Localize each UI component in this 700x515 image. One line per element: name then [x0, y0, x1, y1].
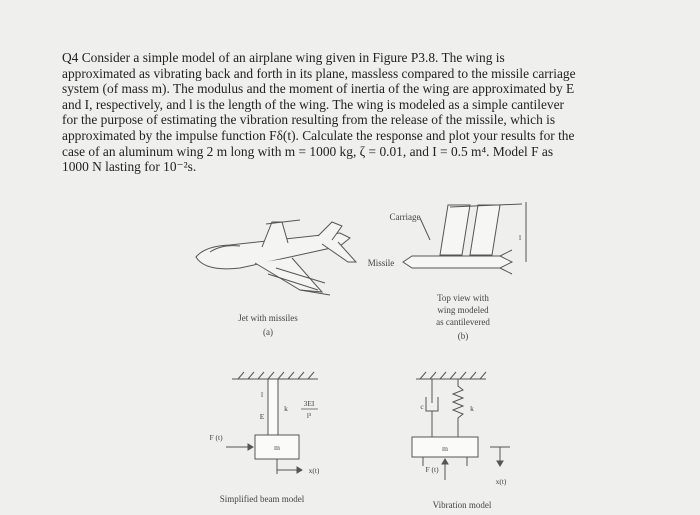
vib-force-label: F (t): [425, 465, 439, 474]
beam-k-formula-num: 3EI: [303, 399, 315, 408]
beam-l-label: l: [260, 390, 264, 399]
problem-line: system (of mass m). The modulus and the moment of inertia of the wing are approximated by E: [62, 81, 575, 97]
beam-m-label: m: [274, 443, 280, 452]
beam-k-formula-den: l³: [306, 411, 312, 420]
panel-a-caption: Jet with missiles: [238, 313, 298, 323]
vib-c-label: c: [420, 402, 424, 411]
carriage-label: Carriage: [389, 212, 421, 222]
vib-caption: Vibration model: [432, 500, 492, 510]
problem-line: for the purpose of estimating the vibration resulting from the release of the missile, which is: [62, 112, 556, 128]
vib-m-label: m: [442, 444, 448, 453]
problem-line: Q4 Consider a simple model of an airplane wing given in Figure P3.8. The wing is: [62, 50, 505, 65]
vib-k-label: k: [470, 404, 474, 413]
panel-a-tag: (a): [263, 327, 273, 337]
beam-caption: Simplified beam model: [219, 494, 305, 504]
wing-top-view: [403, 202, 526, 274]
problem-line: and I, respectively, and l is the length of the wing. The wing is modeled as a simple cantilever: [62, 96, 565, 112]
missile-label: Missile: [367, 258, 395, 268]
beam-e-label: E: [259, 412, 265, 421]
panel-b-caption-2: wing modeled: [437, 305, 489, 315]
panel-b-tag: (b): [457, 331, 469, 341]
problem-line: approximated as vibrating back and forth in its plane, massless compared to the missile carriage: [62, 65, 576, 81]
vibration-model: [412, 372, 510, 480]
jet-illustration: [196, 220, 356, 295]
beam-disp-label: x(t): [308, 466, 320, 475]
beam-k-label: k: [284, 404, 288, 413]
panel-b-caption-3: as cantilevered: [436, 317, 490, 327]
problem-line: case of an aluminum wing 2 m long with m = 1000 kg, ζ = 0.01, and I = 0.5 m⁴. Model F as: [62, 143, 554, 159]
panel-b-caption-1: Top view with: [437, 293, 489, 303]
beam-force-label: F (t): [209, 433, 223, 442]
beam-model: [226, 372, 318, 474]
panel-b-l-label: l: [518, 233, 522, 242]
vib-disp-label: x(t): [495, 477, 507, 486]
problem-line: approximated by the impulse function Fδ(t). Calculate the response and plot your results for the: [62, 127, 575, 143]
problem-line: 1000 N lasting for 10⁻²s.: [62, 159, 197, 175]
